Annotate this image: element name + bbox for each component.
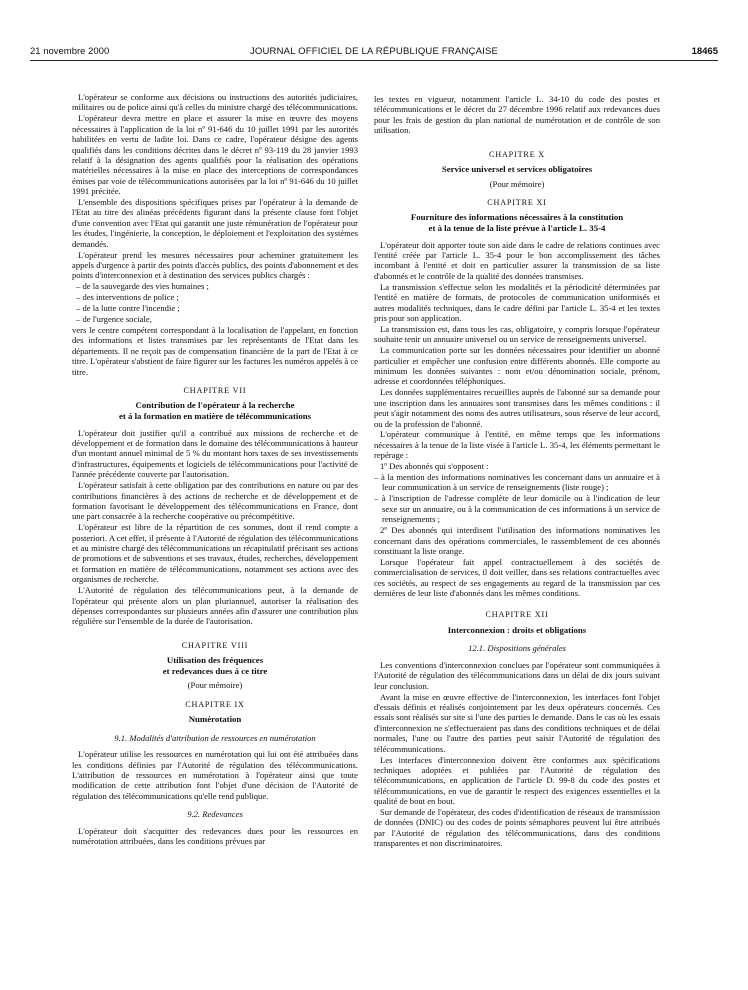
section-heading-text: 12.1. Dispositions générales bbox=[468, 643, 566, 654]
chapter-title-line: et à la formation en matière de télécommunications bbox=[118, 410, 312, 421]
paragraph: 2º Des abonnés qui interdisent l'utilisation des informations nominatives les concernant dans des opérations commerciales, le rassemblement de ces abonnés constituant la liste orange. bbox=[374, 525, 660, 556]
chapter-title: Numérotation bbox=[188, 714, 242, 725]
paragraph: Les conventions d'interconnexion conclues par l'opérateur sont communiquées à l'Autorité de régulation des télécommunications dans un délai de dix jours suivant leur conclusion. bbox=[374, 659, 660, 691]
chapter-title bbox=[72, 400, 358, 421]
header-date: 21 novembre 2000 bbox=[30, 46, 110, 57]
page-number: 18465 bbox=[691, 46, 718, 57]
chapter-title bbox=[374, 212, 660, 233]
paragraph: les textes en vigueur, notamment l'article L. 34-10 du code des postes et télécommunications et le décret du 27 décembre 1996 relatif aux redevances dues pour les frais de gestion du plan national de numérotation et de contrôle de son utilisation. bbox=[374, 94, 660, 136]
paragraph: vers le centre compétent correspondant à la localisation de l'appelant, en fonction des informations et listes transmises par les représentants de l'Etat dans les départements. Il ne reçoit pas de compensation financière de la part de l'Etat à ce titre. L'opérateur s'abstient de faire figurer sur les factures les numéros appelés à ce titre. bbox=[72, 324, 358, 377]
chapter-title bbox=[72, 655, 358, 676]
left-column bbox=[72, 92, 358, 847]
paragraph: Les données supplémentaires recueillies auprès de l'abonné sur sa demande pour une inscription dans les annuaires sont transmises dans les mêmes conditions : il peut s'agir notamment des noms des autres utilisateurs, sous réserve de leur accord, ou de la profession de l'abonné. bbox=[374, 387, 661, 429]
paragraph: L'opérateur se conforme aux décisions ou instructions des autorités judiciaires, militaires ou de police ainsi qu'à celles du ministre chargé des télécommunications. bbox=[72, 92, 358, 113]
chapter-title-line: et à la tenue de la liste prévue à l'article L. 35-4 bbox=[428, 223, 606, 234]
paragraph: L'opérateur doit apporter toute son aide dans le cadre de relations continues avec l'entité créée par l'article L. 35-4 pour le bon accomplissement des tâches incombant à l'entité et doit en particulier assurer la transmission de sa liste d'abonnés et le contrôle de la qualité des données transmises. bbox=[374, 239, 660, 281]
list-item: – de la lutte contre l'incendie ; bbox=[76, 303, 180, 314]
section-heading-text: 9.2. Redevances bbox=[187, 809, 243, 820]
list-item: – de la sauvegarde des vies humaines ; bbox=[76, 281, 209, 292]
page-header bbox=[30, 46, 718, 60]
paragraph: L'Autorité de régulation des télécommunications peut, à la demande de l'opérateur qui présente alors un plan pluriannuel, autoriser la réalisation des dépenses correspondantes sur plusieurs années afin d'assurer une contribution plus régulière sur l'ensemble de la durée de l'autorisation. bbox=[72, 585, 358, 627]
chapter-heading: CHAPITRE X bbox=[489, 149, 545, 159]
paragraph: L'opérateur est libre de la répartition de ces sommes, dont il rend compte a posteriori. A cet effet, il présente à l'Autorité de régulation des télécommunications et au ministre chargé des télécommunications un récapitulatif précisant ses actions de promotions et de subventions et ses travaux, études, recherches, développement et formation en matière de télécommunications, notamment ses actions avec des organismes de recherche. bbox=[72, 522, 358, 585]
header-rule bbox=[30, 60, 718, 61]
paragraph: L'opérateur doit s'acquitter des redevances dues pour les ressources en numérotation attribuées, dans les conditions prévues par bbox=[72, 825, 358, 847]
chapter-title: Service universel et services obligatoires bbox=[441, 164, 593, 175]
paragraph: La transmission est, dans tous les cas, obligatoire, y compris lorsque l'opérateur souhaite tenir un annuaire universel ou un service de renseignements universel. bbox=[374, 323, 660, 345]
paragraph: L'opérateur utilise les ressources en numérotation qui lui ont été attribuées dans les conditions définies par l'Autorité de régulation des télécommunications. L'attribution de ressources en numérotation à l'opérateur ainsi que toute modification de cette attribution font l'objet d'une décision de l'Autorité de régulation des télécommunications qu'elle rend publique. bbox=[72, 749, 358, 801]
paragraph: L'opérateur devra mettre en place et assurer la mise en œuvre des moyens nécessaires à l'application de la loi nº 91-646 du 10 juillet 1991 par les autorités habilitées en vertu de ladite loi. Dans ce cadre, l'opérateur désigne des agents qualifiés dans les conditions décrites dans le décret nº 93-119 du 28 janvier 1993 relatif à la désignation des agents qualifiés pour la réalisation des opérations matérielles nécessaires à la mise en place des interceptions de correspondances émises par voie de télécommunications autorisées par la loi nº 91-646 du 10 juillet 1991 précitée. bbox=[72, 113, 358, 197]
list-item: – à l'inscription de l'adresse complète de leur domicile ou à l'indication de leur sexe sur un annuaire, ou à la communication de ces informations à un service de renseignements ; bbox=[374, 493, 660, 525]
chapter-title-line: Fourniture des informations nécessaires à la constitution bbox=[410, 212, 624, 223]
paragraph: L'opérateur doit justifier qu'il a contribué aux missions de recherche et de développement et de formation dans le domaine des télécommunications à hauteur d'un montant annuel minimal de 5 % du montant hors taxes de ses investissements d'infrastructures, équipements et logiciels de télécommunications pour l'activité de l'année précédente couverte par l'autorisation. bbox=[72, 427, 358, 480]
chapter-heading: CHAPITRE XI bbox=[487, 198, 547, 208]
section-heading bbox=[374, 643, 660, 653]
chapter-heading: CHAPITRE VIII bbox=[181, 640, 249, 650]
paragraph: L'opérateur satisfait à cette obligation par des contributions en nature ou par des contributions financières à des actions de recherche et de développement et de formation favorisant le développement des télécommunications en France, dont une part consacrée à la recherche coopérative ou précompétitive. bbox=[72, 480, 358, 522]
list-item: – des interventions de police ; bbox=[76, 292, 179, 303]
memo-note: (Pour mémoire) bbox=[489, 178, 545, 189]
section-heading-text: 9.1. Modalités d'attribution de ressources en numérotation bbox=[114, 732, 316, 743]
section-heading bbox=[72, 733, 358, 743]
list-item: – à la mention des informations nominatives les concernant dans un annuaire et à leur communication à un service de renseignements (liste rouge) ; bbox=[374, 472, 660, 493]
chapter-title-line: Contribution de l'opérateur à la recherche bbox=[135, 400, 295, 411]
chapter-heading: CHAPITRE XII bbox=[485, 610, 549, 620]
paragraph: La communication porte sur les données nécessaires pour identifier un abonné particulier et empêcher une confusion entre différents abonnés. Elle comporte au minimum les données suivantes : nom et/ou dénomination sociale, prénom, adresse et coordonnées téléphoniques. bbox=[374, 345, 660, 387]
paragraph: L'ensemble des dispositions spécifiques prises par l'opérateur à la demande de l'Etat au titre des alinéas précédents figurant dans la présente clause font l'objet d'une convention avec l'Etat qui garantit une juste rémunération de l'opérateur pour les études, l'ingénierie, la conception, le déploiement et l'exploitation des systèmes demandés. bbox=[72, 197, 358, 249]
paragraph: Avant la mise en œuvre effective de l'interconnexion, les interfaces font l'objet d'essais définis et réalisés conjointement par les deux opérateurs concernés. Ces essais sont réalisés sur site si l'une des parties le demande. Dans le cas où les essais d'interconnexion ne s'effectueraient pas dans des conditions techniques et de délai normales, l'une ou l'autre des parties peut saisir l'Autorité de régulation des télécommunications. bbox=[374, 691, 660, 754]
chapter-title: Interconnexion : droits et obligations bbox=[447, 624, 587, 635]
paragraph: La transmission s'effectue selon les modalités et la périodicité déterminées par l'entité en matière de formats, de protocoles de communication uniformisés et autres modalités techniques, dans le cadre défini par l'article L. 35-4 et les textes pris pour son application. bbox=[374, 281, 660, 323]
paragraph: L'opérateur prend les mesures nécessaires pour acheminer gratuitement les appels d'urgence à partir des points d'accès publics, des points d'abonnement et des points d'interconnexion et à destination des services publics chargés : bbox=[72, 249, 358, 281]
chapter-heading: CHAPITRE IX bbox=[185, 699, 245, 709]
paragraph: Lorsque l'opérateur fait appel contractuellement à des sociétés de commercialisation de services, il doit veiller, dans ses relations contractuelles avec ces sociétés, au respect de ses engagements au regard de la transmission par ces dernières de leur liste d'abonnés dans les mêmes conditions. bbox=[374, 556, 660, 599]
paragraph: Les interfaces d'interconnexion doivent être conformes aux spécifications techniques adoptées et publiées par l'Autorité de régulation des télécommunications, en application de l'article D. 99-8 du code des postes et télécommunications, en vue de garantir le respect des exigences essentielles et la qualité de bout en bout. bbox=[374, 754, 660, 807]
paragraph: 1º Des abonnés qui s'opposent : bbox=[380, 461, 489, 472]
chapter-title-line: Utilisation des fréquences bbox=[166, 655, 264, 666]
chapter-heading: CHAPITRE VII bbox=[183, 385, 247, 395]
right-column bbox=[374, 94, 660, 849]
chapter-title-line: et redevances dues à ce titre bbox=[162, 665, 268, 676]
paragraph: Sur demande de l'opérateur, des codes d'identification de réseaux de transmission de données (DNIC) ou des codes de points sémaphores peuvent lui être attribués par l'Autorité de régulation des télécommunications, dans des conditions transparentes et non discriminatoires. bbox=[374, 807, 660, 849]
journal-title: JOURNAL OFFICIEL DE LA RÉPUBLIQUE FRANÇAISE bbox=[249, 46, 499, 57]
section-heading bbox=[72, 809, 358, 819]
paragraph: L'opérateur communique à l'entité, en même temps que les informations nécessaires à la tenue de la liste visée à l'article L. 35-4, les éléments permettant le repérage : bbox=[374, 429, 660, 461]
list-item: – de l'urgence sociale, bbox=[76, 314, 152, 325]
memo-note: (Pour mémoire) bbox=[187, 680, 243, 691]
